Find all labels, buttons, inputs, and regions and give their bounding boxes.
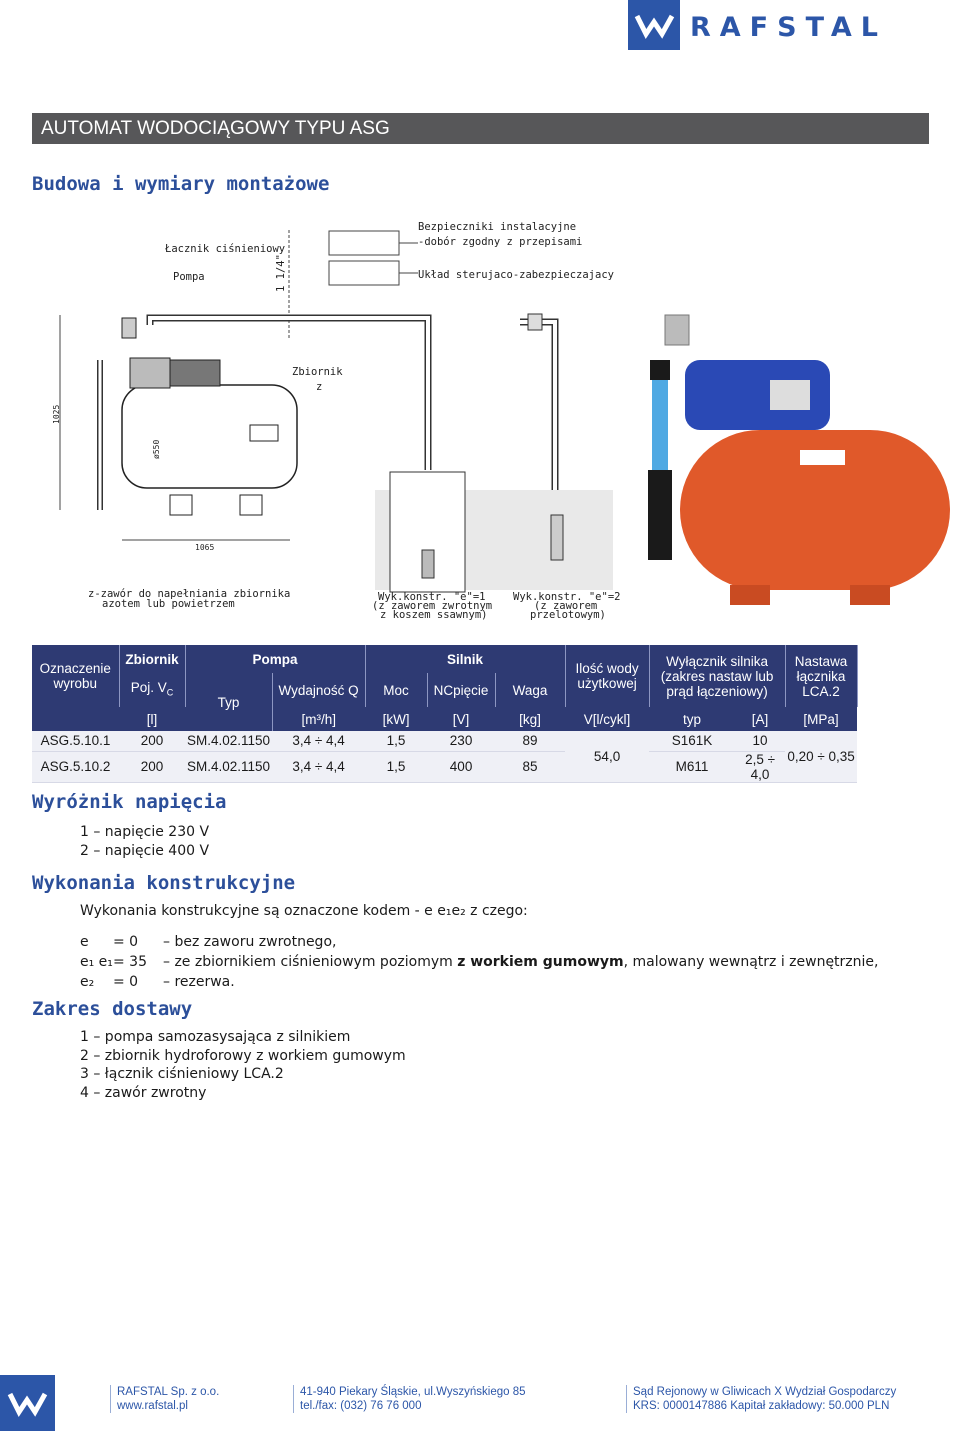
cell-oznaczenie: ASG.5.10.2 <box>32 751 119 782</box>
cell-moc: 1,5 <box>365 731 427 751</box>
th-unit-moc: [kW] <box>365 707 427 731</box>
th-unit-waga: [kg] <box>495 707 565 731</box>
th-ilosc: Ilość wody użytkowej <box>565 645 649 707</box>
th-typ: Typ <box>185 673 272 731</box>
footer-registry <box>626 1385 896 1413</box>
th-unit-ilosc: V[l/cykl] <box>565 707 649 731</box>
th-wylacznik: Wyłącznik silnika (zakres nastaw lub prąd łączeniowy) <box>649 645 785 707</box>
cell-wyd: 3,4 ÷ 4,4 <box>272 731 365 751</box>
spec-table <box>32 645 858 783</box>
diagram-label-valve-2: azotem lub powietrzem <box>102 598 235 610</box>
cell-oznaczenie: ASG.5.10.1 <box>32 731 119 751</box>
diagram-dim-length: 1065 <box>195 543 215 552</box>
cell-wyl-typ: M611 <box>649 751 735 782</box>
section-heading-wykonania: Wykonania konstrukcyjne <box>32 872 296 894</box>
diagram-label-tank-1: Zbiornik <box>292 366 343 378</box>
cell-wyl-a: 10 <box>735 731 785 751</box>
th-unit-poj: [l] <box>119 707 185 731</box>
th-unit-a: [A] <box>735 707 785 731</box>
table-row <box>32 731 857 751</box>
th-ncpiecie: NCpięcie <box>427 673 495 707</box>
footer-logo-mark <box>0 1375 55 1431</box>
wykonania-intro: Wykonania konstrukcyjne są oznaczone kodem - e e₁e₂ z czego: <box>80 903 528 919</box>
diagram-label-fuses-1: Bezpieczniki instalacyjne <box>418 221 577 233</box>
code-row: e₁ e₁= 35 – ze zbiornikiem ciśnieniowym poziomym z workiem gumowym, malowany wewnątrz i zewnętrznie, <box>80 954 879 970</box>
footer-court: Sąd Rejonowy w Gliwicach X Wydział Gospodarczy <box>633 1386 897 1398</box>
th-poj: Poj. $V_C$ <box>119 673 185 707</box>
list-item: 1 – pompa samozasysająca z silnikiem <box>80 1029 351 1045</box>
diagram-label-pipe: 1 1/4" <box>275 254 287 292</box>
installation-diagram <box>40 210 640 630</box>
diagram-label-variant2-2: (z zaworem <box>534 600 598 612</box>
cell-nap: 230 <box>427 731 495 751</box>
cell-nap: 400 <box>427 751 495 782</box>
diagram-label-variant1-3: z koszem ssawnym) <box>380 609 488 621</box>
logo-mark <box>628 0 680 50</box>
footer-address-line: 41-940 Piekary Śląskie, ul.Wyszyńskiego 85 <box>300 1386 526 1398</box>
th-unit-mpa: [MPa] <box>785 707 857 731</box>
diagram-label-fuses-2: -dobór zgodny z przepisami <box>418 236 583 248</box>
cell-waga: 89 <box>495 731 565 751</box>
diagram-label-tank-2: z <box>316 381 323 393</box>
cell-typ: SM.4.02.1150 <box>185 731 272 751</box>
th-moc: Moc <box>365 673 427 707</box>
cell-moc: 1,5 <box>365 751 427 782</box>
cell-typ: SM.4.02.1150 <box>185 751 272 782</box>
list-item: 2 – zbiornik hydroforowy z workiem gumowym <box>80 1047 406 1064</box>
footer-krs: KRS: 0000147886 Kapitał zakładowy: 50.000 PLN <box>633 1400 890 1412</box>
list-item: 4 – zawór zwrotny <box>80 1084 207 1101</box>
zakres-list <box>80 1028 406 1102</box>
cell-wyl-a: 2,5 ÷ 4,0 <box>735 751 785 782</box>
footer-company-name: RAFSTAL Sp. z o.o. <box>117 1386 220 1398</box>
diagram-dim-diameter: ø550 <box>152 439 161 459</box>
th-waga: Waga <box>495 673 565 707</box>
diagram-dim-height: 1025 <box>52 404 61 424</box>
product-photo <box>630 310 950 620</box>
footer-phone: tel./fax: (032) 76 76 000 <box>300 1400 422 1412</box>
cell-poj: 200 <box>119 731 185 751</box>
diagram-label-variant1-1: Wyk.konstr. "e"=1 <box>378 591 486 603</box>
list-item: 3 – łącznik ciśnieniowy LCA.2 <box>80 1066 284 1082</box>
cell-wyd: 3,4 ÷ 4,4 <box>272 751 365 782</box>
th-unit-blank <box>32 707 119 731</box>
diagram-label-valve-1: z-zawór do napełniania zbiornika <box>88 588 291 600</box>
page-title: AUTOMAT WODOCIĄGOWY TYPU ASG <box>41 118 390 139</box>
footer-address <box>293 1385 526 1413</box>
diagram-label-pump: Pompa <box>173 271 205 283</box>
th-unit-typ: typ <box>649 707 735 731</box>
th-wydajnosc: Wydajność Q <box>272 673 365 707</box>
table-row <box>32 751 857 782</box>
diagram-label-variant2-1: Wyk.konstr. "e"=2 <box>513 591 621 603</box>
th-oznaczenie: Oznaczenie wyrobu <box>32 645 119 707</box>
th-nastawa: Nastawa łącznika LCA.2 <box>785 645 857 707</box>
cell-nastawa: 0,20 ÷ 0,35 <box>785 731 857 782</box>
cell-waga: 85 <box>495 751 565 782</box>
list-item: 2 – napięcie 400 V <box>80 843 210 859</box>
th-unit-nap: [V] <box>427 707 495 731</box>
diagram-label-switch: Łacznik ciśnieniowy <box>165 243 286 255</box>
list-item: 1 – napięcie 230 V <box>80 824 210 840</box>
section-heading-budowa: Budowa i wymiary montażowe <box>32 173 330 195</box>
footer-company <box>110 1385 219 1413</box>
th-pompa: Pompa <box>185 645 365 673</box>
section-heading-wyroznik: Wyróżnik napięcia <box>32 791 227 813</box>
th-zbiornik: Zbiornik <box>119 645 185 673</box>
codes-list <box>80 932 878 992</box>
cell-ilosc: 54,0 <box>565 731 649 782</box>
title-bar <box>32 113 929 144</box>
diagram-label-variant2-3: przelotowym) <box>530 609 606 621</box>
footer-logo-w-icon <box>0 1375 55 1431</box>
logo-w-icon <box>628 0 680 50</box>
th-unit-wyd: [m³/h] <box>272 707 365 731</box>
section-heading-zakres: Zakres dostawy <box>32 998 193 1020</box>
wyroznik-list <box>80 823 209 861</box>
diagram-label-variant1-2: (z zaworem zwrotnym <box>372 600 493 612</box>
footer-web-link[interactable]: www.rafstal.pl <box>117 1400 188 1412</box>
cell-poj: 200 <box>119 751 185 782</box>
brand-name: RAFSTAL <box>690 12 887 43</box>
cell-wyl-typ: S161K <box>649 731 735 751</box>
code-row: e₂ = 0 – rezerwa. <box>80 974 235 990</box>
th-silnik: Silnik <box>365 645 565 673</box>
diagram-label-control: Układ sterujaco-zabezpieczajacy <box>418 269 614 281</box>
code-row: e = 0 – bez zaworu zwrotnego, <box>80 934 337 950</box>
